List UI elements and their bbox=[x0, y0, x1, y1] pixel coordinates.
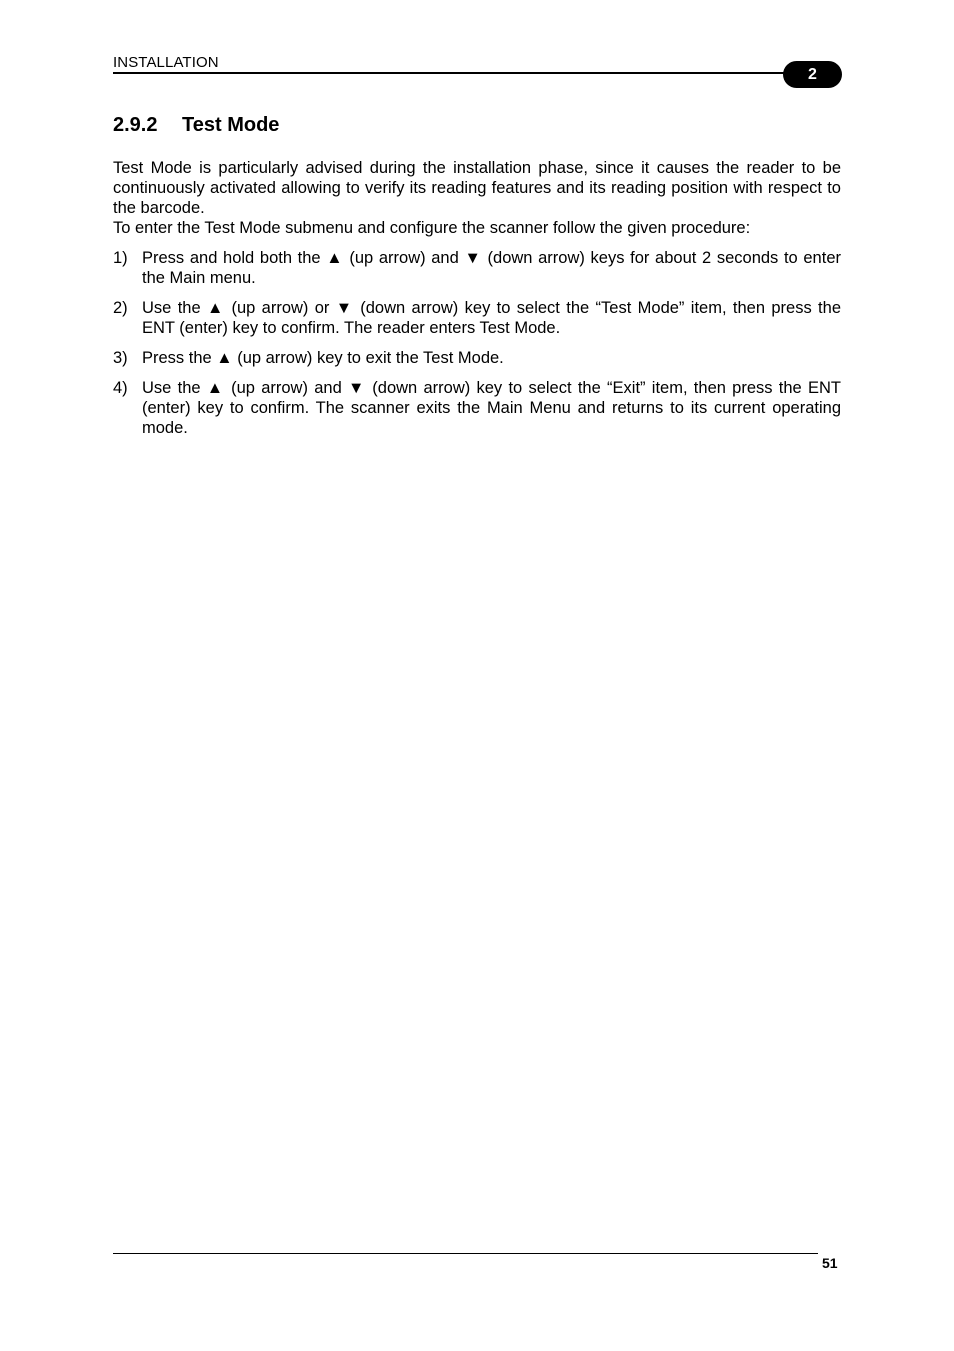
procedure-steps bbox=[113, 248, 841, 438]
section-heading bbox=[113, 114, 279, 137]
running-header: INSTALLATION bbox=[113, 54, 219, 71]
step-text: Press and hold both the ▲ (up arrow) and ▼ (down arrow) keys for about 2 seconds to enter the Main menu. bbox=[142, 249, 841, 287]
intro-paragraph: Test Mode is particularly advised during the installation phase, since it causes the reader to be continuously activated allowing to verify its reading features and its reading position with respect to the barcode. bbox=[113, 159, 841, 217]
procedure-step bbox=[113, 298, 841, 338]
section-title: Test Mode bbox=[182, 114, 280, 136]
section-body bbox=[113, 158, 841, 438]
page-number: 51 bbox=[822, 1255, 838, 1271]
chapter-badge: 2 bbox=[783, 61, 842, 88]
procedure-step bbox=[113, 378, 841, 438]
step-text: Press the ▲ (up arrow) key to exit the Test Mode. bbox=[142, 349, 504, 367]
section-number: 2.9.2 bbox=[113, 114, 158, 136]
step-number: 1) bbox=[113, 249, 128, 267]
step-number: 3) bbox=[113, 349, 128, 367]
step-number: 4) bbox=[113, 379, 128, 397]
procedure-step bbox=[113, 248, 841, 288]
footer-rule bbox=[113, 1253, 818, 1254]
lead-in-paragraph: To enter the Test Mode submenu and configure the scanner follow the given procedure: bbox=[113, 219, 751, 237]
step-text: Use the ▲ (up arrow) and ▼ (down arrow) key to select the “Exit” item, then press the ENT (enter) key to confirm. The scanner exits the Main Menu and returns to its current operating mode. bbox=[142, 379, 841, 437]
procedure-step bbox=[113, 348, 841, 368]
header-rule bbox=[113, 72, 793, 74]
step-text: Use the ▲ (up arrow) or ▼ (down arrow) key to select the “Test Mode” item, then press the ENT (enter) key to confirm. The reader enters Test Mode. bbox=[142, 299, 841, 337]
step-number: 2) bbox=[113, 299, 128, 317]
